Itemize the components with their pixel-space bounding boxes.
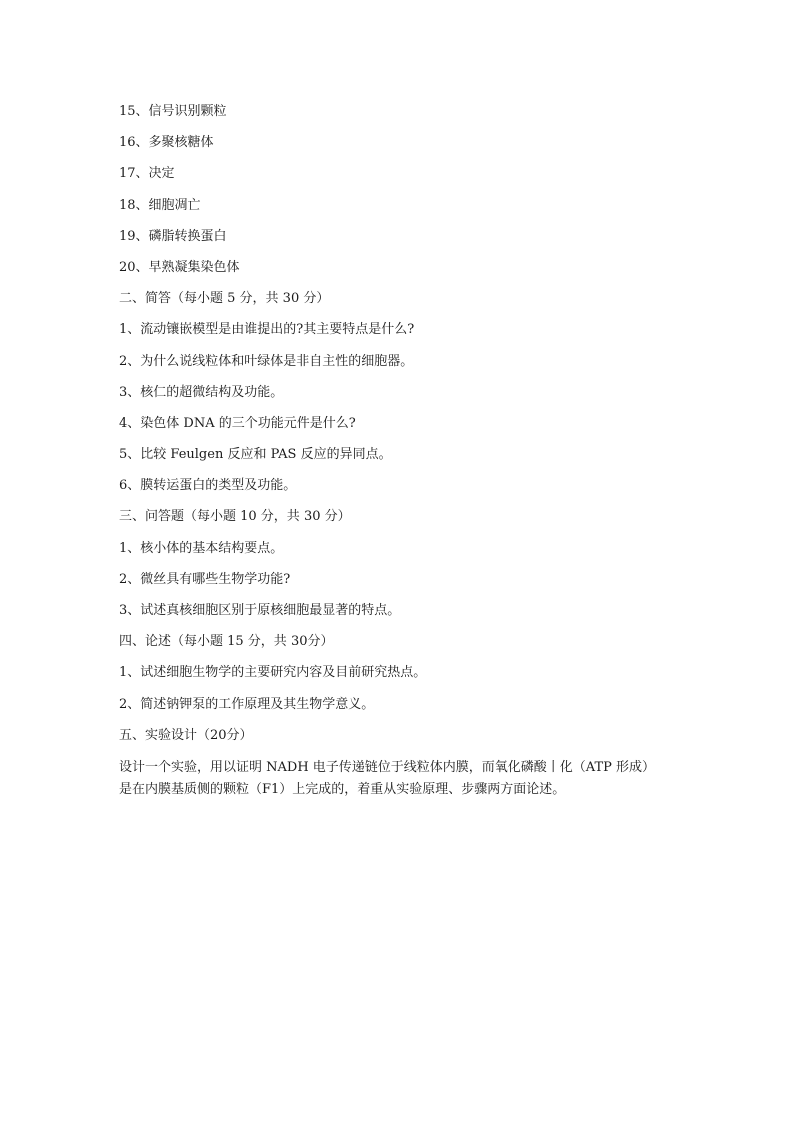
term-item: 16、多聚核糖体 xyxy=(119,135,214,151)
section-heading: 二、简答（每小题 5 分，共 30 分） xyxy=(119,291,330,307)
section-heading: 三、问答题（每小题 10 分，共 30 分） xyxy=(119,509,351,525)
section-heading: 四、论述（每小题 15 分，共 30分） xyxy=(119,634,334,650)
question-item: 6、膜转运蛋白的类型及功能。 xyxy=(119,478,297,494)
paragraph-line: 是在内膜基质侧的颗粒（F1）上完成的，着重从实验原理、步骤两方面论述。 xyxy=(119,782,566,797)
term-item: 17、决定 xyxy=(119,166,175,182)
question-item: 2、为什么说线粒体和叶绿体是非自主性的细胞器。 xyxy=(119,353,414,369)
question-item: 1、流动镶嵌模型是由谁提出的?其主要特点是什么? xyxy=(119,322,415,338)
question-item: 3、核仁的超微结构及功能。 xyxy=(119,384,284,400)
paragraph-line: 设计一个实验，用以证明 NADH 电子传递链位于线粒体内膜，而氧化磷酸丨化（ATP 形成） xyxy=(119,760,656,775)
question-list xyxy=(119,102,679,757)
question-item: 1、试述细胞生物学的主要研究内容及目前研究热点。 xyxy=(119,665,427,681)
question-item: 1、核小体的基本结构要点。 xyxy=(119,540,284,556)
term-item: 20、早熟凝集染色体 xyxy=(119,259,240,275)
section-heading: 五、实验设计（20分） xyxy=(119,727,253,743)
experiment-paragraph xyxy=(119,757,679,801)
question-item: 3、试述真核细胞区别于原核细胞最显著的特点。 xyxy=(119,603,401,618)
term-item: 18、细胞凋亡 xyxy=(119,197,201,213)
question-item: 2、简述钠钾泵的工作原理及其生物学意义。 xyxy=(119,696,375,712)
question-item: 5、比较 Feulgen 反应和 PAS 反应的异同点。 xyxy=(119,447,392,463)
question-item: 4、染色体 DNA 的三个功能元件是什么? xyxy=(119,415,356,431)
term-item: 15、信号识别颗粒 xyxy=(119,104,227,119)
question-item: 2、微丝具有哪些生物学功能? xyxy=(119,571,291,587)
term-item: 19、磷脂转换蛋白 xyxy=(119,228,227,244)
